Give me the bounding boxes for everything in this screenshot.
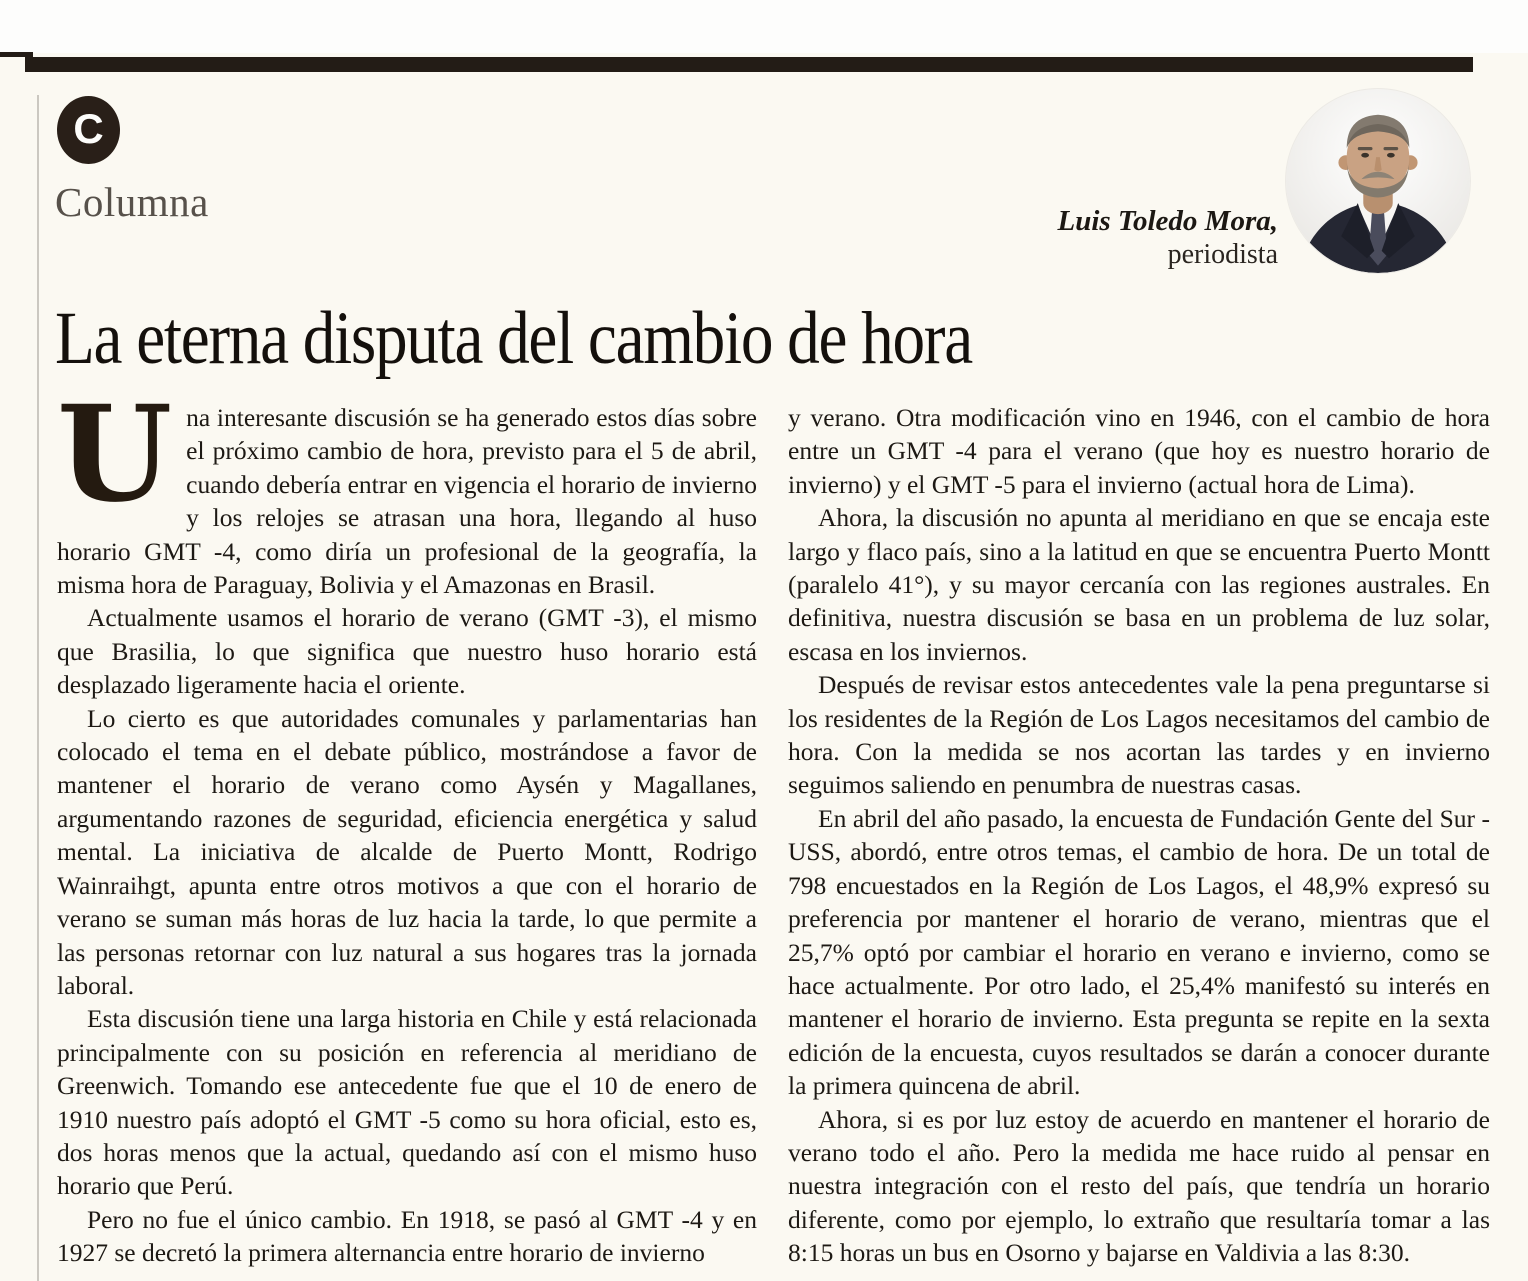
body-paragraph: Pero no fue el único cambio. En 1918, se pasó al GMT -4 y en 1927 se decretó la primera alternancia entre horario de invierno: [57, 1204, 757, 1268]
lead-paragraph-text: na interesante discusión se ha generado estos días sobre el próximo cambio de hora, previsto para el 5 de abril, cuando debería entrar en vigencia el horario de invierno y los relojes se atrasan una hora, llegando al huso horario GMT -4, como diría un profesional de la geografía, la misma hora de Paraguay, Bolivia y el Amazonas en Brasil.: [57, 403, 757, 600]
body-paragraph: Lo cierto es que autoridades comunales y parlamentarias han colocado el tema en el debate público, mostrándose a favor de mantener el horario de verano como Aysén y Magallanes, argumentando razones de seguridad, eficiencia energética y salud mental. La iniciativa de alcalde de Puerto Montt, Rodrigo Wainraihgt, apunta entre otros motivos a que con el horario de verano se suman más horas de luz hacia la tarde, lo que permite a las personas retornar con luz natural a sus hogares tras la jornada laboral.: [57, 703, 757, 1000]
body-paragraph: Ahora, la discusión no apunta al meridiano en que se encaja este largo y flaco país, sino a la latitud en que se encuentra Puerto Montt (paralelo 41°), y su mayor cercanía con las regiones australes. En definitiva, nuestra discusión se basa en un problema de luz solar, escasa en los inviernos.: [788, 503, 1490, 666]
left-column-hairline: [37, 95, 39, 1281]
author-portrait: [1286, 89, 1470, 273]
body-paragraph: Esta discusión tiene una larga historia en Chile y está relacionada principalmente con su posición en referencia al meridiano de Greenwich. Tomando ese antecedente fue que el 10 de enero de 1910 nuestro país adoptó el GMT -5 como su hora oficial, esto es, dos horas menos que la actual, quedando así con el mismo huso horario que Perú.: [57, 1004, 757, 1201]
article-column-left: [57, 377, 757, 1270]
top-margin-strip: [0, 0, 1528, 53]
section-label: Columna: [55, 179, 209, 225]
section-logo-badge: [57, 96, 120, 164]
article-column-right: [788, 401, 1490, 1270]
masthead-rule: [25, 57, 1473, 72]
lead-paragraph: [57, 377, 757, 601]
body-paragraph: En abril del año pasado, la encuesta de Fundación Gente del Sur - USS, abordó, entre otros temas, el cambio de hora. De un total de 798 encuestados en la Región de Los Lagos, el 48,9% expresó su preferencia por mantener el horario de verano, mientras que el 25,7% optó por cambiar el horario en verano e invierno, como se hace actualmente. Por otro lado, el 25,4% manifestó su interés en mantener el horario de invierno. Esta pregunta se repite en la sexta edición de la encuesta, cuyos resultados se darán a conocer durante la primera quincena de abril.: [788, 803, 1490, 1101]
drop-cap: U: [57, 377, 173, 532]
body-paragraph: y verano. Otra modificación vino en 1946, con el cambio de hora entre un GMT -4 para el verano (que hoy es nuestro horario de invierno) y el GMT -5 para el invierno (actual hora de Lima).: [788, 403, 1490, 499]
body-paragraph: Ahora, si es por luz estoy de acuerdo en mantener el horario de verano todo el año. Pero la medida me hace ruido al pensar en nuestra integración con el resto del país, que tendría un horario diferente, como por ejemplo, lo extraño que resultaría tomar a las 8:15 horas un bus en Osorno y bajarse en Valdivia a las 8:30.: [788, 1104, 1490, 1268]
article-headline: La eterna disputa del cambio de hora: [55, 297, 972, 380]
author-role: periodista: [1167, 239, 1278, 271]
author-portrait-illustration: [1286, 89, 1470, 273]
author-name: Luis Toledo Mora,: [1057, 205, 1278, 237]
section-letter: C: [73, 105, 104, 152]
body-paragraph: Actualmente usamos el horario de verano (GMT -3), el mismo que Brasilia, lo que significa que nuestro huso horario está desplazado ligeramente hacia el oriente.: [57, 603, 757, 700]
byline-block: [1058, 204, 1279, 271]
body-paragraph: Después de revisar estos antecedentes vale la pena preguntarse si los residentes de la Región de Los Lagos necesitamos del cambio de hora. Con la medida se nos acortan las tardes y en invierno seguimos saliendo en penumbra de nuestras casas.: [788, 670, 1490, 800]
